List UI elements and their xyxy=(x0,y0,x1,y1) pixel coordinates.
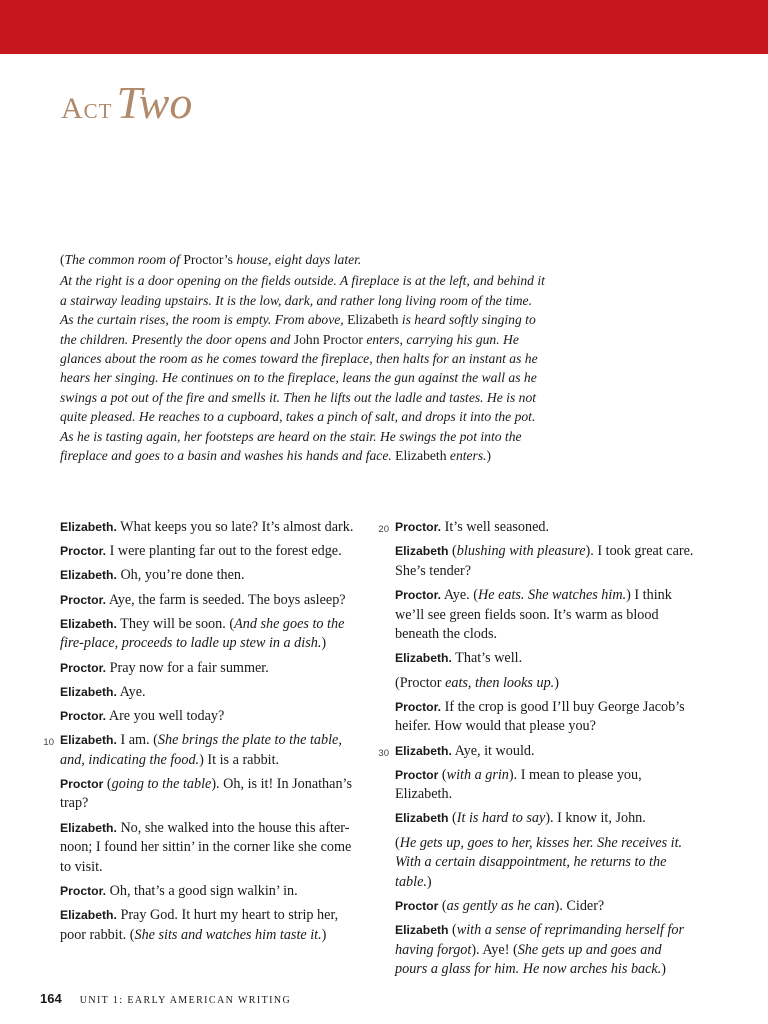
speaker-name: Proctor xyxy=(395,899,439,914)
speaker-name: Proctor xyxy=(60,776,104,791)
stage-direction: She gets up and goes and pours a glass for him. He now arches his back. xyxy=(395,941,662,978)
dialogue-line: Proctor (with a grin). I mean to please you, Elizabeth. xyxy=(395,766,642,803)
line-number: 20 xyxy=(378,524,389,535)
speaker-name: Elizabeth. xyxy=(60,684,117,699)
dialogue-column-left xyxy=(43,518,360,950)
opening-stage-direction xyxy=(60,250,548,467)
speaker-name: Proctor xyxy=(395,767,439,782)
act-word: Act xyxy=(61,92,113,125)
line-number: 10 xyxy=(43,737,54,749)
stage-direction: He gets up, goes to her, kisses her. She receives it. With a certain disappointment, he returns to the table. xyxy=(395,834,683,890)
speaker-name: Elizabeth. xyxy=(395,651,452,666)
dialogue-column-right xyxy=(378,518,695,985)
dialogue-text: Pray now for a fair summer. xyxy=(106,659,269,676)
unit-title: UNIT 1: EARLY AMERICAN WRITING xyxy=(79,995,292,1006)
dialogue-line xyxy=(60,683,360,703)
dialogue-line xyxy=(378,742,695,762)
speaker-name: Elizabeth xyxy=(395,923,449,938)
dialogue-line xyxy=(60,707,360,727)
stage-direction: blushing with pleasure xyxy=(456,543,586,560)
dialogue-text: If the crop is good I’ll buy George Jacob’s heifer. How would that please you? xyxy=(395,698,685,735)
dialogue-line xyxy=(395,698,695,737)
dialogue-line: Elizabeth (with a sense of reprimanding herself for having forgot). Aye! (She gets up and goes and pours a glass for him. He now arches his back.) xyxy=(395,922,685,978)
dialogue-text: ( xyxy=(448,543,457,560)
speaker-name: Elizabeth xyxy=(395,811,449,826)
speaker-name: Proctor. xyxy=(60,544,107,559)
dialogue-text: ( xyxy=(438,898,447,915)
stage-direction: And she goes to the fire-place, proceeds to ladle up stew in a dish. xyxy=(60,615,345,652)
stage-direction: He eats. She watches him. xyxy=(477,586,627,603)
dialogue-line xyxy=(60,542,360,562)
dialogue-text: Aye, it would. xyxy=(451,742,535,759)
dialogue-text: Aye. xyxy=(116,683,146,700)
dialogue-text: Pray God. It hurt my heart to strip her, poor rabbit. ( xyxy=(60,907,339,943)
dialogue-line: Proctor (going to the table). Oh, is it! In Jonathan’s trap? xyxy=(60,775,353,812)
speaker-name: Proctor. xyxy=(60,592,107,607)
dialogue-line xyxy=(378,518,695,538)
speaker-name: Elizabeth xyxy=(395,544,449,559)
dialogue-text: Oh, you’re done then. xyxy=(116,567,245,584)
dialogue-text: No, she walked into the house this after-noon; I found her sittin’ in the corner like she come to visit. xyxy=(60,819,352,875)
stage-direction: going to the table xyxy=(111,775,212,792)
stage-direction: eats, then looks up. xyxy=(441,674,555,691)
dialogue-text: They will be soon. ( xyxy=(116,615,235,632)
line-number: 30 xyxy=(378,747,389,759)
dialogue-text: ( xyxy=(448,922,457,939)
speaker-name: Elizabeth. xyxy=(60,520,117,534)
character-name: Proctor xyxy=(399,674,442,691)
dialogue-line: Elizabeth (blushing with pleasure). I took great care. She’s tender? xyxy=(395,543,694,579)
speaker-name: Proctor. xyxy=(60,660,107,675)
dialogue-text: That’s well. xyxy=(451,650,523,667)
dialogue-text: Aye. ( xyxy=(441,586,478,603)
stage-direction-line: (Proctor eats, then looks up.) xyxy=(395,674,559,691)
dialogue-line xyxy=(60,819,360,878)
speaker-name: Proctor. xyxy=(395,587,442,602)
speaker-name: Elizabeth. xyxy=(60,908,117,923)
stage-direction: She sits and watches him taste it. xyxy=(134,926,322,943)
act-number: Two xyxy=(116,77,193,128)
dialogue-line xyxy=(60,591,360,611)
speaker-name: Proctor. xyxy=(395,699,442,714)
speaker-name: Elizabeth. xyxy=(395,743,452,758)
stage-direction-setting: (The common room of Proctor’s house, eight days later. xyxy=(60,252,362,267)
stage-direction: with a sense of reprimanding herself for having forgot xyxy=(395,922,685,958)
dialogue-line xyxy=(60,659,360,679)
stage-direction: She brings the plate to the table, and, indicating the food. xyxy=(60,732,342,768)
speaker-name: Proctor. xyxy=(60,884,107,899)
dialogue-text: I were planting far out to the forest edge. xyxy=(106,543,342,560)
dialogue-text: ( xyxy=(448,810,457,827)
dialogue-line: 10 Elizabeth. I am. (She brings the plate to the table, and, indicating the food.) It is a rabbit. xyxy=(60,731,360,770)
stage-direction: as gently as he can xyxy=(446,898,555,915)
dialogue-text: Are you well today? xyxy=(106,707,225,724)
speaker-name: Elizabeth. xyxy=(60,733,117,748)
dialogue-line: Elizabeth (It is hard to say). I know it, John. xyxy=(395,810,646,827)
page-number: 164 xyxy=(40,991,62,1006)
dialogue-line: Elizabeth. Pray God. It hurt my heart to strip her, poor rabbit. (She sits and watches him taste it.) xyxy=(60,907,339,943)
dialogue-line xyxy=(60,566,360,586)
dialogue-line: Elizabeth. They will be soon. (And she goes to the fire-place, proceeds to ladle up stew in a dish.) xyxy=(60,615,345,652)
dialogue-text: Oh, that’s a good sign walkin’ in. xyxy=(106,883,298,900)
act-title xyxy=(61,76,192,129)
stage-direction-description: At the right is a door opening on the fields outside. A fireplace is at the left, and behind it a stairway leading upstairs. It is the low, dark, and rather long living room of the time. As the curtain rises, the room is empty. From above, Elizabeth is heard softly singing to the children. Presently the door opens and John Proctor enters, carrying his gun. He glances about the room as he comes toward the fireplace, then halts for an instant as he hears her singing. He continues on to the fireplace, leans the gun against the wall as he swings a pot out of the fire and smells it. Then he lifts out the ladle and tastes. He is not quite pleased. He reaches to a cupboard, takes a pinch of salt, and drops it into the pot. As he is tasting again, her footsteps are heard on the stair. He swings the pot into the fireplace and goes to a basin and washes his hands and face. Elizabeth enters.) xyxy=(60,273,545,464)
dialogue-line xyxy=(395,649,695,669)
dialogue-text: It’s well seasoned. xyxy=(441,519,550,535)
dialogue-text: ( xyxy=(103,775,112,792)
dialogue-line xyxy=(60,518,360,538)
speaker-name: Elizabeth. xyxy=(60,568,117,583)
dialogue-text: What keeps you so late? It’s almost dark. xyxy=(116,519,354,535)
speaker-name: Elizabeth. xyxy=(60,616,117,631)
stage-direction-line: (He gets up, goes to her, kisses her. She receives it. With a certain disappointment, he returns to the table.) xyxy=(395,834,683,890)
dialogue-text: Aye, the farm is seeded. The boys asleep? xyxy=(106,591,346,608)
speaker-name: Proctor. xyxy=(60,708,107,723)
dialogue-line xyxy=(60,882,360,902)
dialogue-line: Proctor (as gently as he can). Cider? xyxy=(395,898,605,915)
speaker-name: Elizabeth. xyxy=(60,820,117,835)
speaker-name: Proctor. xyxy=(395,520,442,534)
stage-direction: It is hard to say xyxy=(456,810,546,827)
dialogue-text: I am. ( xyxy=(116,732,158,749)
page-footer xyxy=(40,990,291,1008)
dialogue-text: ( xyxy=(438,766,447,783)
header-bar xyxy=(0,0,768,54)
dialogue-line: Proctor. Aye. (He eats. She watches him.) I think we’ll see green fields soon. It’s warm as blood beneath the clods. xyxy=(395,586,672,643)
stage-direction: with a grin xyxy=(446,766,509,783)
